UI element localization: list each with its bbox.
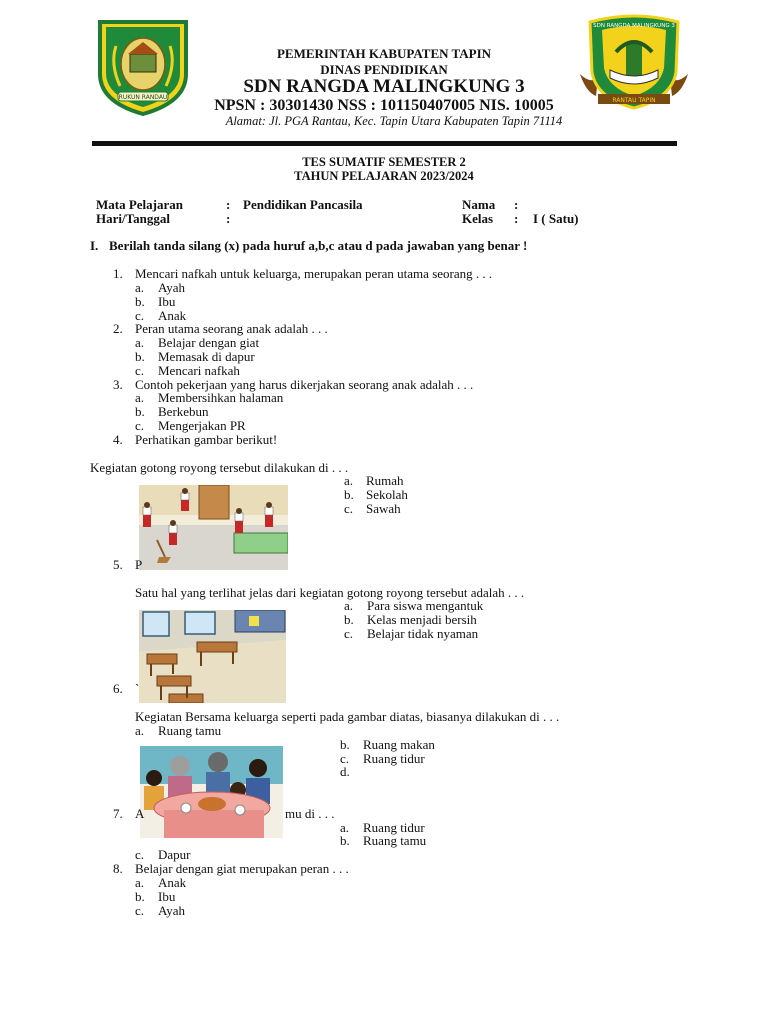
- q6-b-text: Ruang makan: [363, 737, 435, 752]
- q2-a-letter: a.: [135, 335, 145, 350]
- q3-c-letter: c.: [135, 418, 145, 433]
- school-logo-text-bottom: RANTAU TAPIN: [612, 97, 656, 104]
- exam-year: TAHUN PELAJARAN 2023/2024: [294, 169, 474, 183]
- q1-c-letter: c.: [135, 308, 145, 323]
- school-logo-text-top: SDN RANGDA MALINGKUNG 3: [593, 23, 675, 29]
- q6-number: 6.: [113, 681, 123, 696]
- subject-colon: :: [226, 197, 231, 212]
- q5-a-text: Para siswa mengantuk: [367, 598, 484, 613]
- q2-a-text: Belajar dengan giat: [158, 335, 260, 350]
- q2-text: Peran utama seorang anak adalah . . .: [135, 321, 328, 336]
- header-department: DINAS PENDIDIKAN: [320, 62, 448, 77]
- q3-a-text: Membersihkan halaman: [158, 390, 284, 405]
- q2-c-text: Mencari nafkah: [158, 363, 240, 378]
- q7-text-start: A: [135, 806, 145, 821]
- q1-a-text: Ayah: [158, 280, 185, 295]
- q1-a-letter: a.: [135, 280, 145, 295]
- q4-b-text: Sekolah: [366, 487, 408, 502]
- q4-a-letter: a.: [344, 473, 354, 488]
- q7-c-letter: c.: [135, 847, 145, 862]
- q3-text: Contoh pekerjaan yang harus dikerjakan seorang anak adalah . . .: [135, 377, 474, 392]
- subject-value: Pendidikan Pancasila: [243, 197, 363, 212]
- q7-number: 7.: [113, 806, 123, 821]
- name-label: Nama: [462, 197, 496, 212]
- q3-b-text: Berkebun: [158, 404, 209, 419]
- q2-b-letter: b.: [135, 349, 145, 364]
- q5-c-text: Belajar tidak nyaman: [367, 626, 479, 641]
- q7-b-letter: b.: [340, 833, 350, 848]
- class-value: I ( Satu): [533, 211, 579, 226]
- class-colon: :: [514, 211, 519, 226]
- q1-number: 1.: [113, 266, 123, 281]
- q5-fragment: P: [135, 557, 143, 572]
- q4-c-letter: c.: [344, 501, 354, 516]
- header-identifiers: NPSN : 30301430 NSS : 101150407005 NIS. 10005: [214, 97, 554, 114]
- class-label: Kelas: [462, 211, 494, 226]
- q3-a-letter: a.: [135, 390, 145, 405]
- regency-logo-text: RUKUN RANDAU: [118, 94, 168, 101]
- header-address: Alamat: Jl. PGA Rantau, Kec. Tapin Utara Kabupaten Tapin 71114: [225, 114, 563, 128]
- q4-number: 4.: [113, 432, 123, 447]
- q1-c-text: Anak: [158, 308, 187, 323]
- q3-b-letter: b.: [135, 404, 145, 419]
- q5-a-letter: a.: [344, 598, 354, 613]
- q8-number: 8.: [113, 861, 123, 876]
- exam-title: TES SUMATIF SEMESTER 2: [302, 155, 466, 169]
- q4-cleaning-illustration: [139, 485, 288, 570]
- instruction-text: Berilah tanda silang (x) pada huruf a,b,c atau d pada jawaban yang benar !: [109, 238, 528, 253]
- subject-label: Mata Pelajaran: [96, 197, 184, 212]
- q6-d-letter: d.: [340, 764, 350, 779]
- q1-b-text: Ibu: [158, 294, 176, 309]
- day-colon: :: [226, 211, 231, 226]
- q6-stem: Kegiatan Bersama keluarga seperti pada gambar diatas, biasanya dilakukan di . . .: [135, 709, 560, 724]
- q2-b-text: Memasak di dapur: [158, 349, 255, 364]
- q5-classroom-illustration: [139, 610, 286, 703]
- q5-b-text: Kelas menjadi bersih: [367, 612, 477, 627]
- q6-c-letter: c.: [340, 751, 350, 766]
- q1-b-letter: b.: [135, 294, 145, 309]
- q5-number: 5.: [113, 557, 123, 572]
- q4-text: Perhatikan gambar berikut!: [135, 432, 278, 447]
- q4-a-text: Rumah: [366, 473, 404, 488]
- q5-stem: Satu hal yang terlihat jelas dari kegiatan gotong royong tersebut adalah . . .: [135, 585, 525, 600]
- q2-number: 2.: [113, 321, 123, 336]
- q5-b-letter: b.: [344, 612, 354, 627]
- q6-a-text: Ruang tamu: [158, 723, 222, 738]
- q4-b-letter: b.: [344, 487, 354, 502]
- q6-b-letter: b.: [340, 737, 350, 752]
- q5-c-letter: c.: [344, 626, 354, 641]
- q7-a-text: Ruang tidur: [363, 820, 425, 835]
- q4-stem: Kegiatan gotong royong tersebut dilakukan di . . .: [90, 460, 349, 475]
- day-label: Hari/Tanggal: [96, 211, 170, 226]
- q6-family-meal-illustration: [140, 746, 283, 838]
- q1-text: Mencari nafkah untuk keluarga, merupakan peran utama seorang . . .: [135, 266, 493, 281]
- q6-c-text: Ruang tidur: [363, 751, 425, 766]
- q8-a-letter: a.: [135, 875, 145, 890]
- q6-a-letter: a.: [135, 723, 145, 738]
- q3-c-text: Mengerjakan PR: [158, 418, 246, 433]
- header-divider: [92, 141, 677, 146]
- q8-b-letter: b.: [135, 889, 145, 904]
- header-government: PEMERINTAH KABUPATEN TAPIN: [276, 46, 492, 61]
- q8-a-text: Anak: [158, 875, 187, 890]
- q4-c-text: Sawah: [366, 501, 401, 516]
- q8-b-text: Ibu: [158, 889, 176, 904]
- q8-text: Belajar dengan giat merupakan peran . . .: [135, 861, 349, 876]
- q3-number: 3.: [113, 377, 123, 392]
- q2-c-letter: c.: [135, 363, 145, 378]
- q7-a-letter: a.: [340, 820, 350, 835]
- q8-c-text: Ayah: [158, 903, 185, 918]
- q6-fragment: `: [135, 681, 140, 696]
- instruction-number: I.: [90, 238, 99, 253]
- q7-c-text: Dapur: [158, 847, 191, 862]
- name-colon: :: [514, 197, 519, 212]
- q8-c-letter: c.: [135, 903, 145, 918]
- header-school-name: SDN RANGDA MALINGKUNG 3: [243, 76, 525, 97]
- q7-text-end: mu di . . .: [285, 806, 335, 821]
- q7-b-text: Ruang tamu: [363, 833, 427, 848]
